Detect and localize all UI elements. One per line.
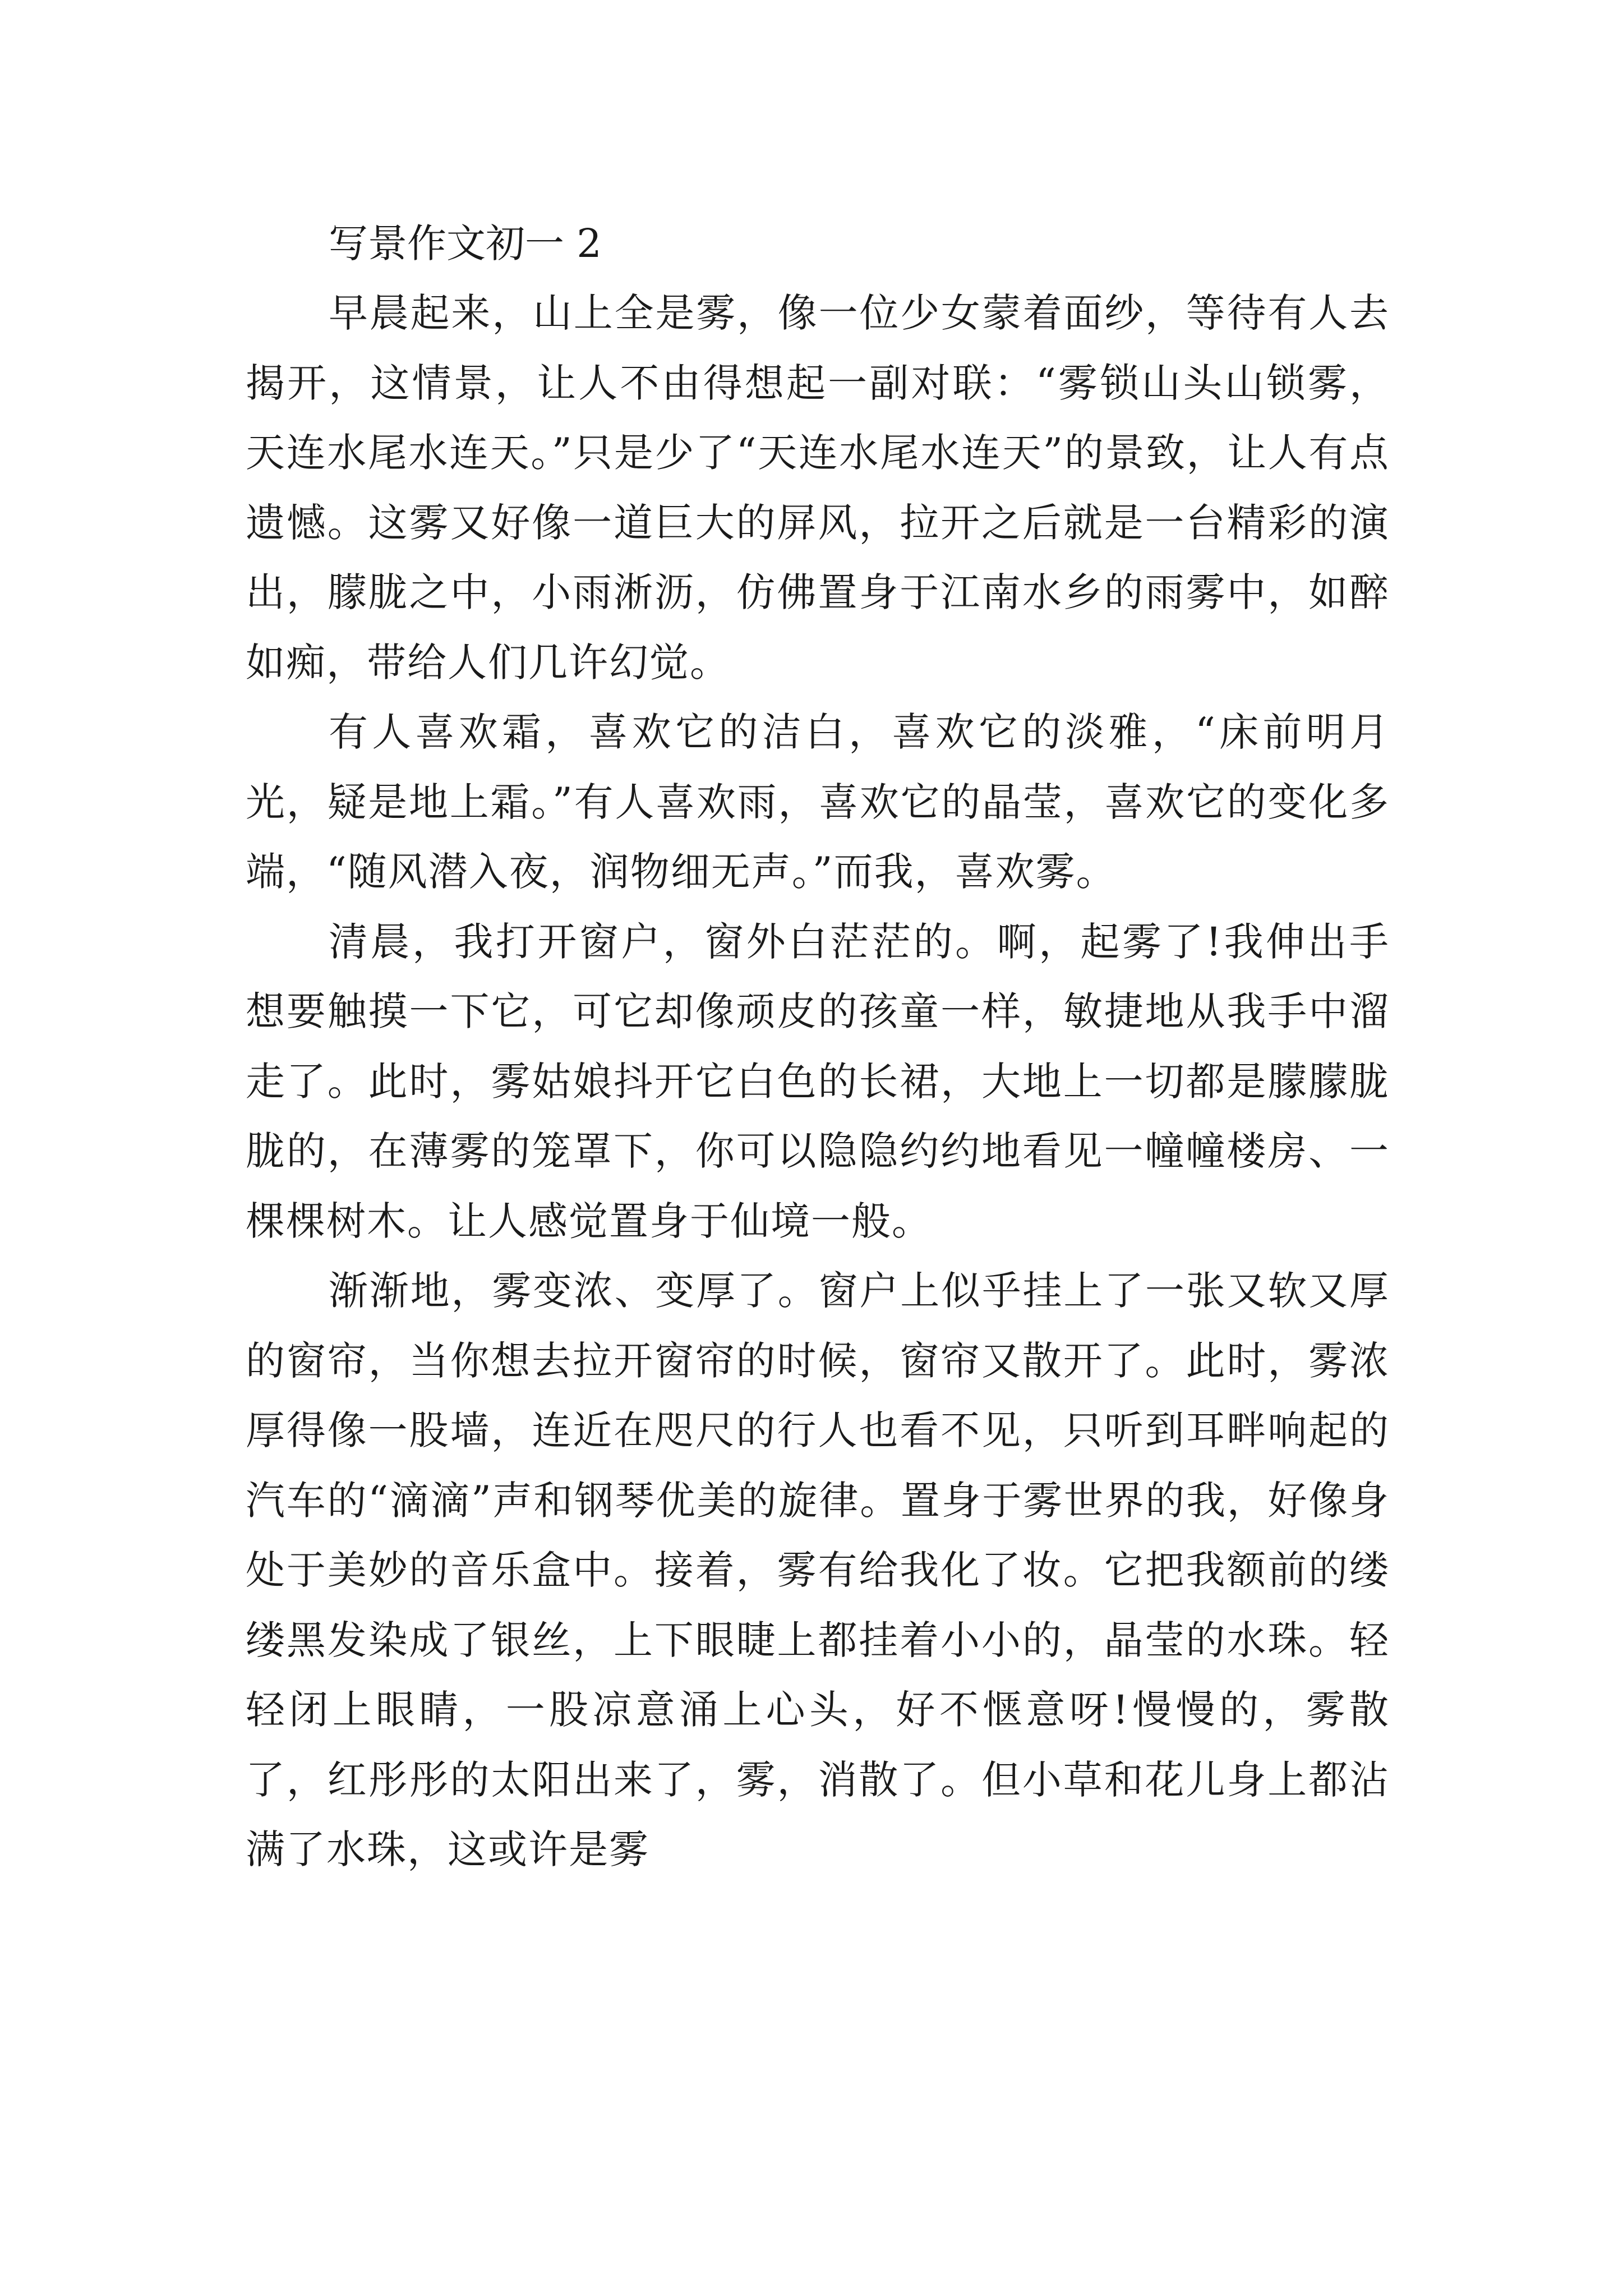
paragraph-1: 早晨起来，山上全是雾，像一位少女蒙着面纱，等待有人去揭开，这情景，让人不由得想起一副对联：“雾锁山头山锁雾，天连水尾水连天。”只是少了“天连水尾水连天”的景致，让人有点遗憾。这雾又好像一道巨大的屏风，拉开之后就是一台精彩的演出，朦胧之中，小雨淅沥，仿佛置身于江南水乡的雨雾中，如醉如痴，带给人们几许幻觉。: [246, 290, 1390, 685]
essay-title: 写景作文初一 2: [329, 220, 602, 266]
paragraph-3: 清晨，我打开窗户，窗外白茫茫的。啊，起雾了!我伸出手想要触摸一下它，可它却像顽皮的孩童一样，敏捷地从我手中溜走了。此时，雾姑娘抖开它白色的长裙，大地上一切都是朦朦胧胧的，在薄雾的笼罩下，你可以隐隐约约地看见一幢幢楼房、一棵棵树木。让人感觉置身于仙境一般。: [246, 918, 1390, 1244]
document-page: [246, 209, 1390, 1885]
paragraph-2: 有人喜欢霜，喜欢它的洁白，喜欢它的淡雅，“床前明月光，疑是地上霜。”有人喜欢雨，喜欢它的晶莹，喜欢它的变化多端，“随风潜入夜，润物细无声。”而我，喜欢雾。: [246, 709, 1390, 895]
paragraph-4: 渐渐地，雾变浓、变厚了。窗户上似乎挂上了一张又软又厚的窗帘，当你想去拉开窗帘的时候，窗帘又散开了。此时，雾浓厚得像一股墙，连近在咫尺的行人也看不见，只听到耳畔响起的汽车的“滴滴”声和钢琴优美的旋律。置身于雾世界的我，好像身处于美妙的音乐盒中。接着，雾有给我化了妆。它把我额前的缕缕黑发染成了银丝，上下眼睫上都挂着小小的，晶莹的水珠。轻轻闭上眼睛，一股凉意涌上心头，好不惬意呀!慢慢的，雾散了，红彤彤的太阳出来了，雾，消散了。但小草和花儿身上都沾满了水珠，这或许是雾: [246, 1268, 1390, 1872]
